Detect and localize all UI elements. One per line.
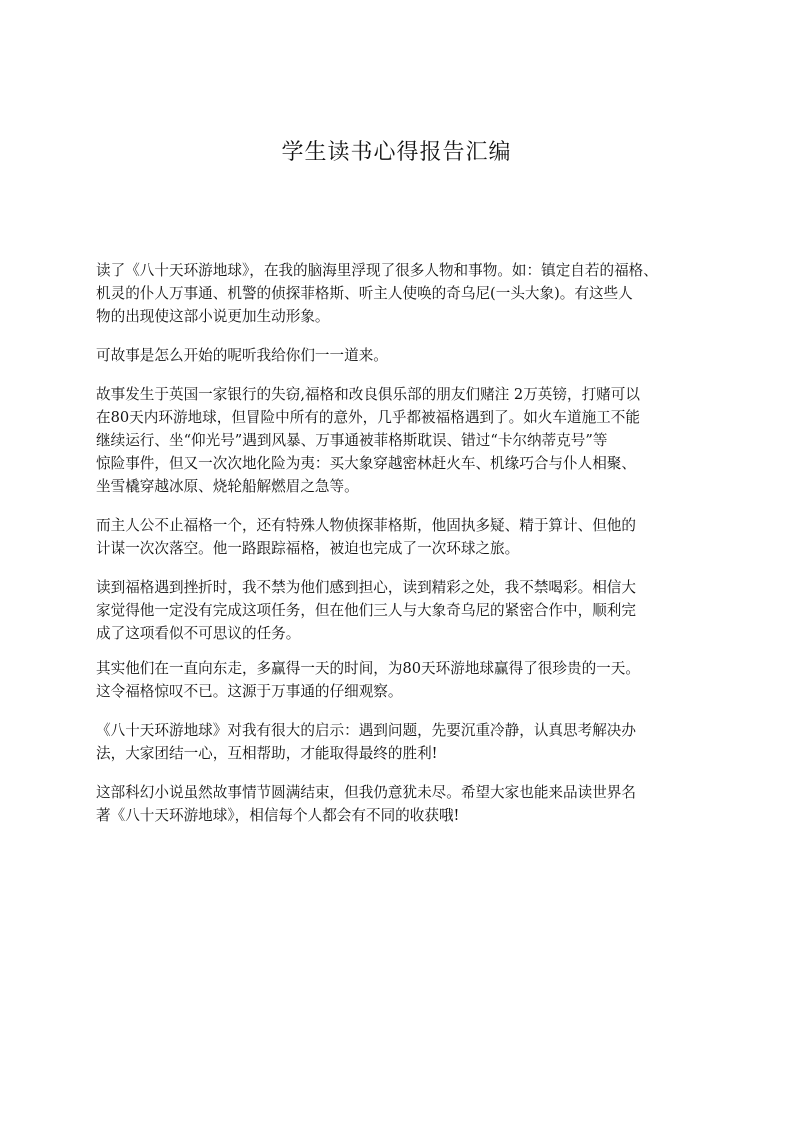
- paragraph-line: 《八十天环游地球》对我有很大的启示：遇到问题，先要沉重冷静，认真思考解决办: [96, 722, 636, 739]
- paragraph-gap: [96, 645, 710, 657]
- paragraph-gap: [96, 560, 710, 576]
- paragraph-line: 惊险事件，但又一次次地化险为夷：买大象穿越密林赶火车、机缘巧合与仆人相聚、: [96, 455, 636, 472]
- document-title: 学生读书心得报告汇编: [281, 140, 512, 165]
- paragraph-gap: [96, 498, 710, 514]
- paragraph-line: 在80天内环游地球，但冒险中所有的意外，几乎都被福格遇到了。如火车道施工不能: [96, 409, 640, 426]
- paragraph: [96, 514, 710, 560]
- paragraph-line: 坐雪橇穿越冰原、烧轮船解燃眉之急等。: [96, 478, 359, 495]
- paragraph-line: 而主人公不止福格一个，还有特殊人物侦探菲格斯，他固执多疑、精于算计、但他的: [96, 517, 636, 534]
- paragraph: [96, 344, 710, 367]
- paragraph-line: 机灵的仆人万事通、机警的侦探菲格斯、听主人使唤的奇乌尼(一头大象)。有这些人: [96, 285, 633, 302]
- document-body: [96, 259, 710, 827]
- paragraph-line: 继续运行、坐“仰光号”遇到风暴、万事通被菲格斯耽误、错过“卡尔纳蒂克号”等: [96, 432, 608, 449]
- paragraph-line: 著《八十天环游地球》，相信每个人都会有不同的收获哦!: [96, 807, 460, 824]
- paragraph: [96, 259, 710, 328]
- paragraph: [96, 719, 710, 765]
- paragraph-line: 这部科幻小说虽然故事情节圆满结束，但我仍意犹未尽。希望大家也能来品读世界名: [96, 784, 636, 801]
- paragraph-line: 计谋一次次落空。他一路跟踪福格，被迫也完成了一次环球之旅。: [96, 540, 520, 557]
- paragraph: [96, 657, 710, 703]
- paragraph-line: 读到福格遇到挫折时，我不禁为他们感到担心，读到精彩之处，我不禁喝彩。相信大: [96, 579, 636, 596]
- paragraph: [96, 383, 710, 498]
- paragraph-line: 读了《八十天环游地球》，在我的脑海里浮现了很多人物和事物。如：镇定自若的福格、: [96, 262, 658, 279]
- paragraph: [96, 781, 710, 827]
- paragraph-line: 可故事是怎么开始的呢听我给你们一一道来。: [96, 347, 388, 364]
- paragraph-line: 家觉得他一定没有完成这项任务，但在他们三人与大象奇乌尼的紧密合作中，顺利完: [96, 602, 636, 619]
- paragraph-gap: [96, 703, 710, 719]
- paragraph-gap: [96, 367, 710, 383]
- paragraph-line: 法，大家团结一心，互相帮助，才能取得最终的胜利!: [96, 745, 438, 762]
- paragraph-line: 物的出现使这部小说更加生动形象。: [96, 308, 330, 325]
- paragraph-line: 其实他们在一直向东走，多赢得一天的时间，为80天环游地球赢得了很珍贵的一天。: [96, 660, 640, 677]
- paragraph: [96, 576, 710, 645]
- paragraph-gap: [96, 765, 710, 781]
- paragraph-gap: [96, 328, 710, 344]
- paragraph-line: 故事发生于英国一家银行的失窃,福格和改良俱乐部的朋友们赌注 2万英镑，打赌可以: [96, 386, 640, 403]
- paragraph-line: 这令福格惊叹不已。这源于万事通的仔细观察。: [96, 683, 403, 700]
- paragraph-line: 成了这项看似不可思议的任务。: [96, 625, 301, 642]
